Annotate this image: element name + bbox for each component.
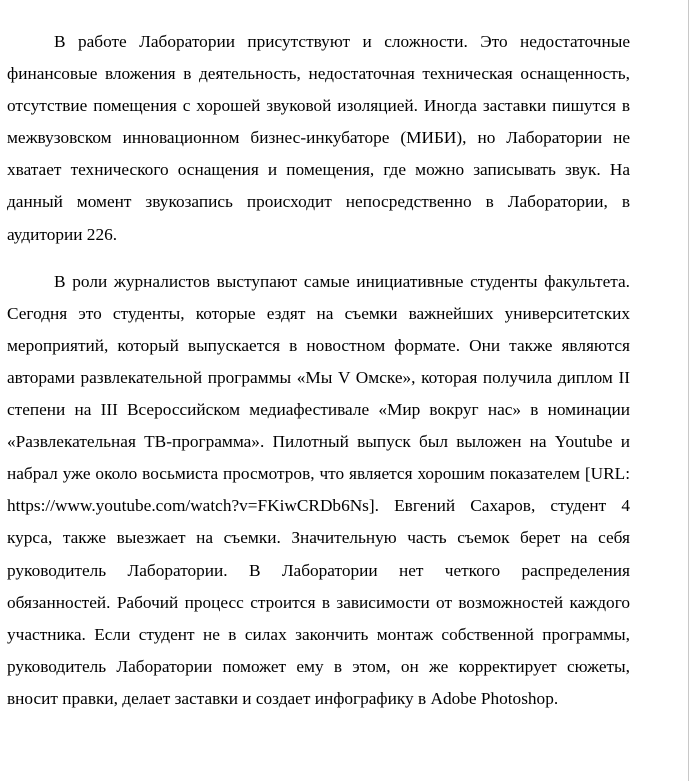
document-body bbox=[7, 26, 630, 715]
paragraph-lab-difficulties: В работе Лаборатории присутствуют и сложности. Это недостаточные финансовые вложения в деятельность, недостаточная техническая оснащенность, отсутствие помещения с хорошей звуковой изоляцией. Иногда заставки пишутся в межвузовском инновационном бизнес-инкубаторе (МИБИ), но Лаборатории не хватает технического оснащения и помещения, где можно записывать звук. На данный момент звукозапись происходит непосредственно в Лаборатории, в аудитории 226. bbox=[7, 32, 630, 244]
paragraph-journalists: В роли журналистов выступают самые инициативные студенты факультета. Сегодня это студенты, которые ездят на съемки важнейших университетских мероприятий, который выпускается в новостном формате. Они также являются авторами развлекательной программы «Мы V Омске», которая получила диплом II степени на III Всероссийском медиафестивале «Мир вокруг нас» в номинации «Развлекательная ТВ-программа». Пилотный выпуск был выложен на Youtube и набрал уже около восьмиста просмотров, что является хорошим показателем [URL: https://www.youtube.com/watch?v=FKiwCRDb6Ns]. Евгений Сахаров, студент 4 курса, также выезжает на съемки. Значительную часть съемок берет на себя руководитель Лаборатории. В Лаборатории нет четкого распределения обязанностей. Рабочий процесс строится в зависимости от возможностей каждого участника. Если студент не в силах закончить монтаж собственной программы, руководитель Лаборатории поможет ему в этом, он же корректирует сюжеты, вносит правки, делает заставки и создает инфографику в Adobe Photoshop. bbox=[7, 271, 630, 708]
page-border-line bbox=[688, 0, 689, 781]
